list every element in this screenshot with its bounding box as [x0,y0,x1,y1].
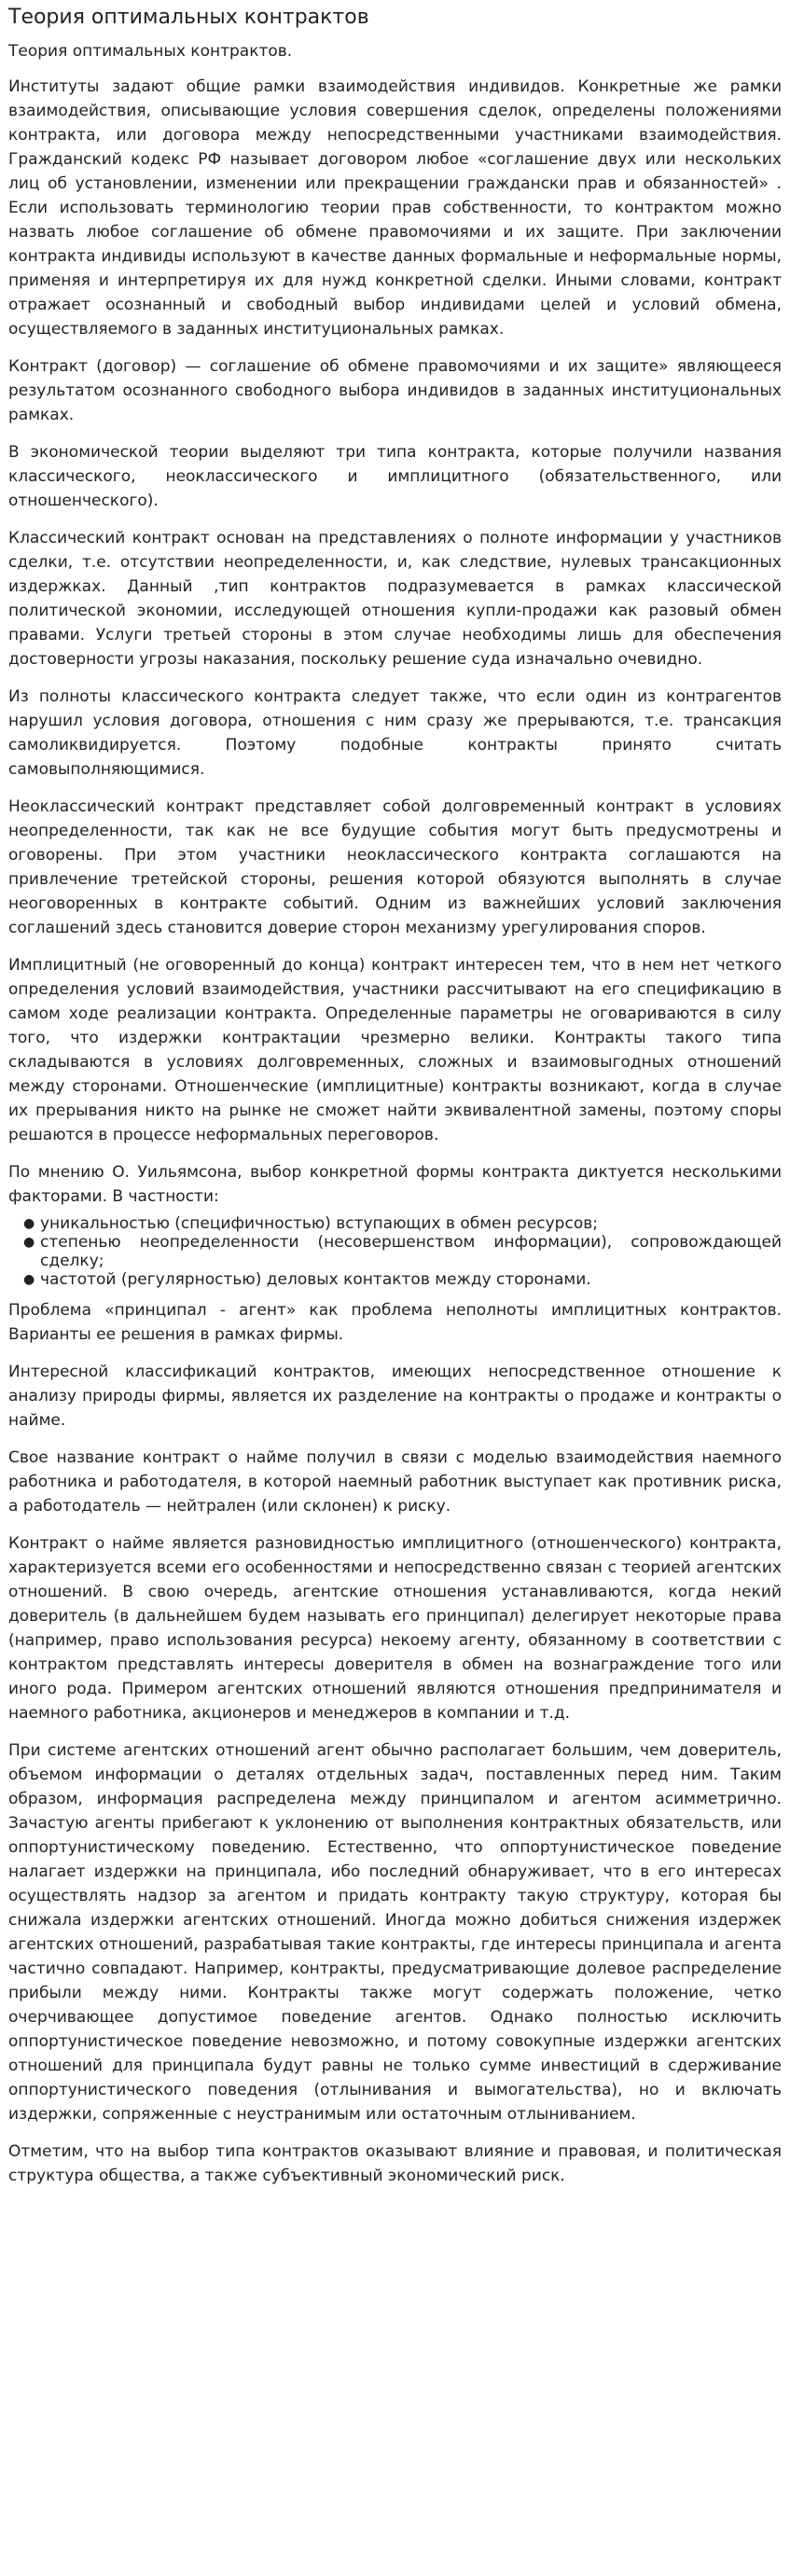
list-item [23,1214,782,1233]
paragraph: Имплицитный (не оговоренный до конца) контракт интересен тем, что в нем нет четкого определения условий взаимодействия, участники рассчитывают на его спецификацию в самом ходе реализации контракта. Определенные параметры не оговариваются в силу того, что издержки контрактации чрезмерно велики. Контракты такого типа складываются в условиях долговременных, сложных и взаимовыгодных отношений между сторонами. Отношенческие (имплицитные) контракты возникают, когда в случае их прерывания никто на рынке не сможет найти эквивалентной замены, поэтому споры решаются в процессе неформальных переговоров. [8,956,782,1144]
paragraph: Интересной классификаций контрактов, имеющих непосредственное отношение к анализу природы фирмы, является их разделение на контракты о продаже и контракты о найме. [8,1363,782,1430]
paragraph: В экономической теории выделяют три типа контракта, которые получили названия классического, неоклассического и имплицитного (обязательственного, или отношенческого). [8,443,782,510]
list-item-text: частотой (регулярностью) деловых контактов между сторонами. [40,1270,591,1289]
paragraph: Контракт (договор) — соглашение об обмене правомочиями и их защите» являющееся результатом осознанного свободного выбора индивидов в заданных институциональных рамках. [8,357,782,424]
bullet-icon: ● [23,1216,35,1231]
bullet-icon: ● [23,1272,35,1287]
paragraph: Из полноты классического контракта следует также, что если один из контрагентов нарушил условия договора, отношения с ним сразу же прерываются, т.е. трансакция самоликвидируется. Поэтому подобные контракты принято считать самовыполняющимися. [8,687,782,779]
paragraph: Отметим, что на выбор типа контрактов оказывают влияние и правовая, и политическая структура общества, а также субъективный экономический риск. [8,2142,782,2185]
paragraph: По мнению О. Уильямсона, выбор конкретной формы контракта диктуется несколькими факторами. В частности: [8,1163,782,1206]
paragraph: Неоклассический контракт представляет собой долговременный контракт в условиях неопределенности, так как не все будущие события могут быть предусмотрены и оговорены. При этом участники неоклассического контракта соглашаются на привлечение третейской стороны, решения которой обязуются выполнять в случае неоговоренных в контракте событий. Одним из важнейших условий заключения соглашений здесь становится доверие сторон механизму урегулирования споров. [8,797,782,937]
list-item [23,1270,782,1289]
paragraph: Классический контракт основан на представлениях о полноте информации у участников сделки, т.е. отсутствии неопределенности, и, как следствие, нулевых трансакционных издержках. Данный ,тип контрактов подразумевается в рамках классической политической экономии, исследующей отношения купли-продажи как разовый обмен правами. Услуги третьей стороны в этом случае необходимы лишь для обеспечения достоверности угрозы наказания, поскольку решение суда изначально очевидно. [8,529,782,669]
list-item-text: степенью неопределенности (несовершенством информации), сопровождающей сделку; [40,1233,782,1270]
subtitle: Теория оптимальных контрактов. [8,42,293,61]
list-item [23,1233,782,1270]
paragraph: Проблема «принципал - агент» как проблема неполноты имплицитных контрактов. Варианты ее решения в рамках фирмы. [8,1301,782,1344]
paragraph: При системе агентских отношений агент обычно располагает большим, чем доверитель, объемом информации о деталях отдельных задач, поставленных перед ним. Таким образом, информация распределена между принципалом и агентом асимметрично. Зачастую агенты прибегают к уклонению от выполнения контрактных обязательств, или оппортунистическому поведению. Естественно, что оппортунистическое поведение налагает издержки на принципала, ибо последний обнаруживает, что в его интересах осуществлять надзор за агентом и придать контракту такую структуру, которая бы снижала издержки агентских отношений. Иногда можно добиться снижения издержек агентских отношений, разрабатывая такие контракты, где интересы принципала и агента частично совпадают. Например, контракты, предусматривающие долевое распределение прибыли между ними. Контракты также могут содержать положение, четко очерчивающее допустимое поведение агентов. Однако полностью исключить оппортунистическое поведение невозможно, и потому совокупные издержки агентских отношений для принципала будут равны не только сумме инвестиций в сдерживание оппортунистического поведения (отлынивания и вымогательства), но и включать издержки, сопряженные с неустранимым или остаточным отлыниванием. [8,1741,782,2124]
paragraph: Контракт о найме является разновидностью имплицитного (отношенческого) контракта, характеризуется всеми его особенностями и непосредственно связан с теорией агентских отношений. В свою очередь, агентские отношения устанавливаются, когда некий доверитель (в дальнейшем будем называть его принципал) делегирует некоторые права (например, право использования ресурса) некоему агенту, обязанному в соответствии с контрактом представлять интересы доверителя в обмен на вознаграждение того или иного рода. Примером агентских отношений являются отношения предпринимателя и наемного работника, акционеров и менеджеров в компании и т.д. [8,1534,782,1723]
paragraph: Институты задают общие рамки взаимодействия индивидов. Конкретные же рамки взаимодействия, описывающие условия совершения сделок, определены положениями контракта, или договора между непосредственными участниками взаимодействия. Гражданский кодекс РФ называет договором любое «соглашение двух или нескольких лиц об установлении, изменении или прекращении граждански прав и обязанностей» . Если использовать терминологию теории прав собственности, то контрактом можно назвать любое соглашение об обмене правомочиями и их защите. При заключении контракта индивиды используют в качестве данных формальные и неформальные нормы, применяя и интерпретируя их для нужд конкретной сделки. Иными словами, контракт отражает осознанный и свободный выбор индивидами целей и условий обмена, осуществляемого в заданных институциональных рамках. [8,77,782,339]
paragraph: Свое название контракт о найме получил в связи с моделью взаимодействия наемного работника и работодателя, в которой наемный работник выступает как противник риска, а работодатель — нейтрален (или склонен) к риску. [8,1448,782,1516]
list-item-text: уникальностью (специфичностью) вступающих в обмен ресурсов; [40,1214,598,1233]
factor-list [8,1214,782,1289]
bullet-icon: ● [23,1235,35,1250]
page-title: Теория оптимальных контрактов [8,6,369,29]
